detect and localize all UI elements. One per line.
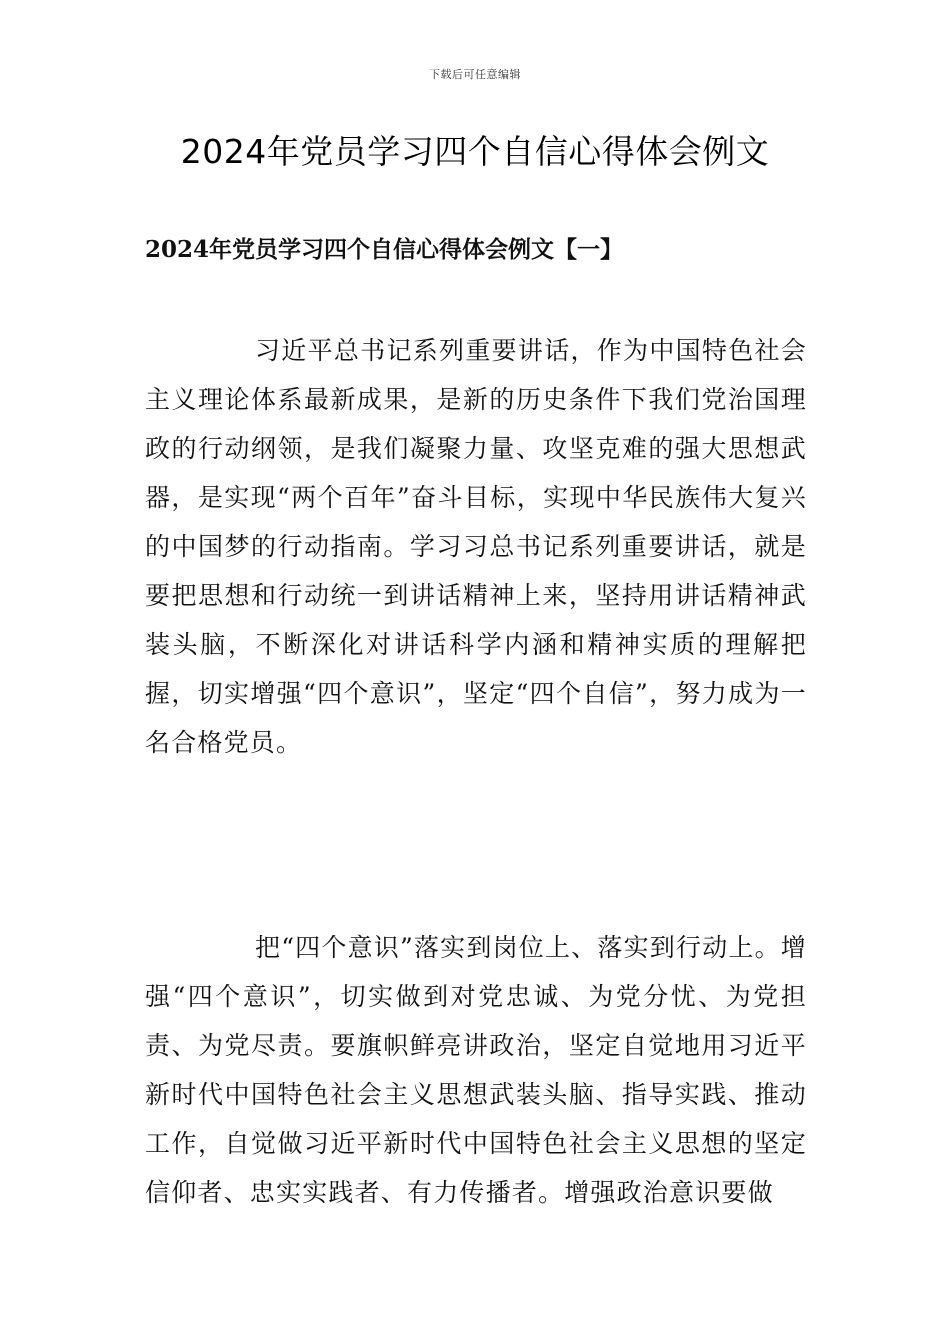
header-note: 下载后可任意编辑 bbox=[429, 68, 521, 81]
document-title: 2024年党员学习四个自信心得体会例文 bbox=[180, 132, 770, 171]
body-paragraph: 把“四个意识”落实到岗位上、落实到行动上。增强“四个意识”，切实做到对党忠诚、为党分忧、为党担责、为党尽责。要旗帜鲜亮讲政治，坚定自觉地用习近平新时代中国特色社会主义思想武装头脑、指导实践、推动工作，自觉做习近平新时代中国特色社会主义思想的坚定信仰者、忠实实践者、有力传播者。增强政治意识要做 bbox=[145, 933, 807, 1207]
section-title: 2024年党员学习四个自信心得体会例文【一】 bbox=[145, 236, 624, 263]
body-paragraph: 习近平总书记系列重要讲话，作为中国特色社会主义理论体系最新成果，是新的历史条件下我们党治国理政的行动纲领，是我们凝聚力量、攻坚克难的强大思想武器，是实现“两个百年”奋斗目标，实现中华民族伟大复兴的中国梦的行动指南。学习习总书记系列重要讲话，就是要把思想和行动统一到讲话精神上来，坚持用讲话精神武装头脑，不断深化对讲话科学内涵和精神实质的理解把握，切实增强“四个意识”，坚定“四个自信”，努力成为一名合格党员。 bbox=[145, 336, 807, 757]
